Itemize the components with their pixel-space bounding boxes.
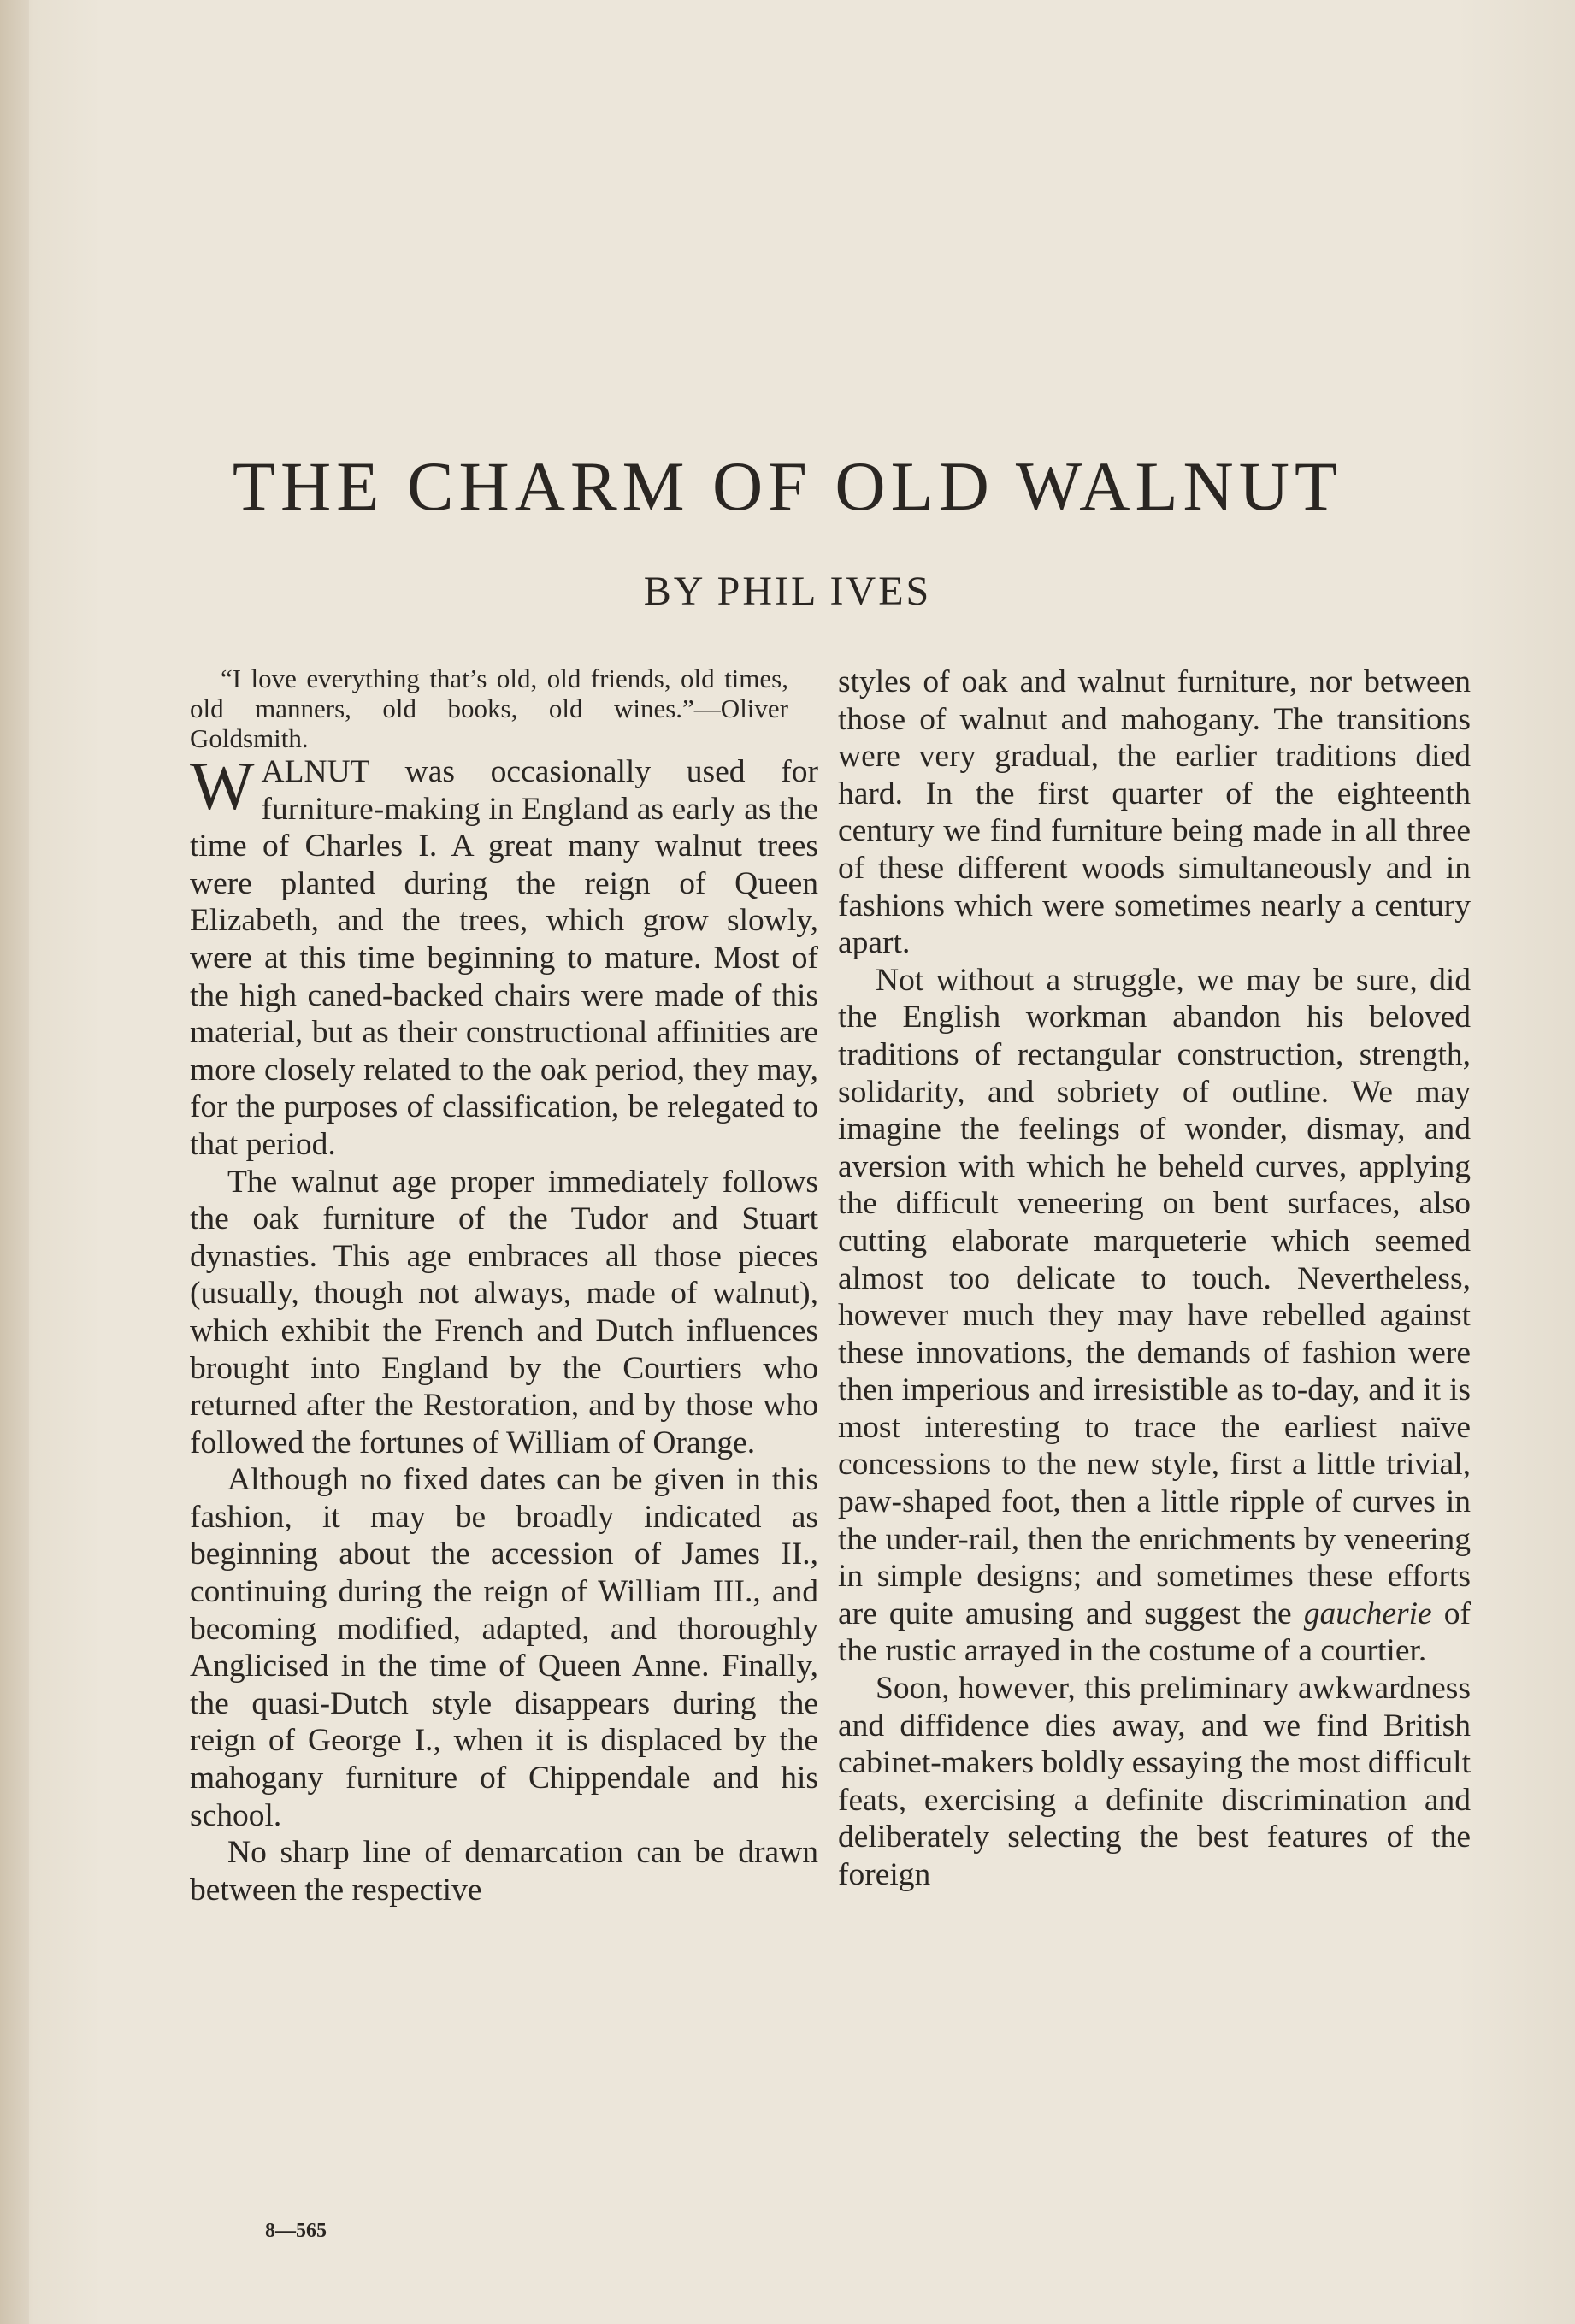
paragraph-text: ALNUT was occasionally used for furniture-making in England as early as the time of Charles I. A great many walnut trees were planted during the reign of Queen Elizabeth, and the trees, which grow slowly, were at this time beginning to mature. Most of the high caned-backed chairs were made of this material, but as their constructional affinities are more closely related to the oak period, they may, for the purposes of classification, be relegated to that period. (190, 754, 818, 1162)
paragraph-text: Not without a struggle, we may be sure, did the English workman abandon his beloved traditions of rectangular construction, strength, solidarity, and sobriety of outline. We may imagine the feelings of wonder, dismay, and aversion with which he beheld curves, applying the difficult veneering on bent surfaces, also cutting elaborate marqueterie which seemed almost too delicate to touch. Nevertheless, however much they may have rebelled against these innovations, the demands of fashion were then imperious and irresistible as to-day, and it is most interesting to trace the earliest naïve concessions to the new style, first a little trivial, paw-shaped foot, then a little ripple of curves in the under-rail, then the enrichments by veneering in simple designs; and sometimes these efforts are quite amusing and suggest the (838, 962, 1471, 1631)
paragraph: Soon, however, this preliminary awkwardness and diffidence dies away, and we find British cabinet-makers boldly essaying the most difficult feats, exercising a definite discrimination and deliberately selecting the best features of the foreign (838, 1671, 1471, 1892)
paragraph (190, 749, 818, 1164)
epigraph-quote: “I love everything that’s old, old friends, old times, old manners, old books, old wines.”—Oliver Goldsmith. (190, 664, 788, 753)
italic-term: gaucherie (1303, 1596, 1432, 1631)
paragraph: No sharp line of demarcation can be drawn between the respective (190, 1835, 818, 1908)
paragraph: styles of oak and walnut furniture, nor between those of walnut and mahogany. The transitions were very gradual, the earlier traditions died hard. In the first quarter of the eighteenth century we find furniture being made in all three of these different woods simultaneously and in fashions which were sometimes nearly a century apart. (838, 664, 1471, 961)
drop-cap: W (190, 749, 255, 824)
article-byline: BY PHIL IVES (643, 569, 932, 614)
paragraph: The walnut age proper immediately follows the oak furniture of the Tudor and Stuart dynasties. This age embraces all those pieces (usually, though not always, made of walnut), which exhibit the French and Dutch influences brought into England by the Courtiers who returned after the Restoration, and by those who followed the fortunes of William of Orange. (190, 1164, 818, 1460)
right-column (838, 664, 1471, 1894)
page-number: 8—565 (265, 2220, 327, 2242)
article-title: THE CHARM OF OLD WALNUT (232, 447, 1343, 525)
page-binding-edge (0, 0, 29, 2324)
left-column (190, 664, 818, 1908)
paragraph: Although no fixed dates can be given in this fashion, it may be broadly indicated as beginning about the accession of James II., continuing during the reign of William III., and becoming modified, adapted, and thoroughly Anglicised in the time of Queen Anne. Finally, the quasi-Dutch style disappears during the reign of George I., when it is displaced by the mahogany furniture of Chippendale and his school. (190, 1462, 818, 1833)
paragraph-text: of the rustic arrayed in the costume of a courtier. (838, 1596, 1471, 1669)
paragraph (838, 962, 1471, 1670)
